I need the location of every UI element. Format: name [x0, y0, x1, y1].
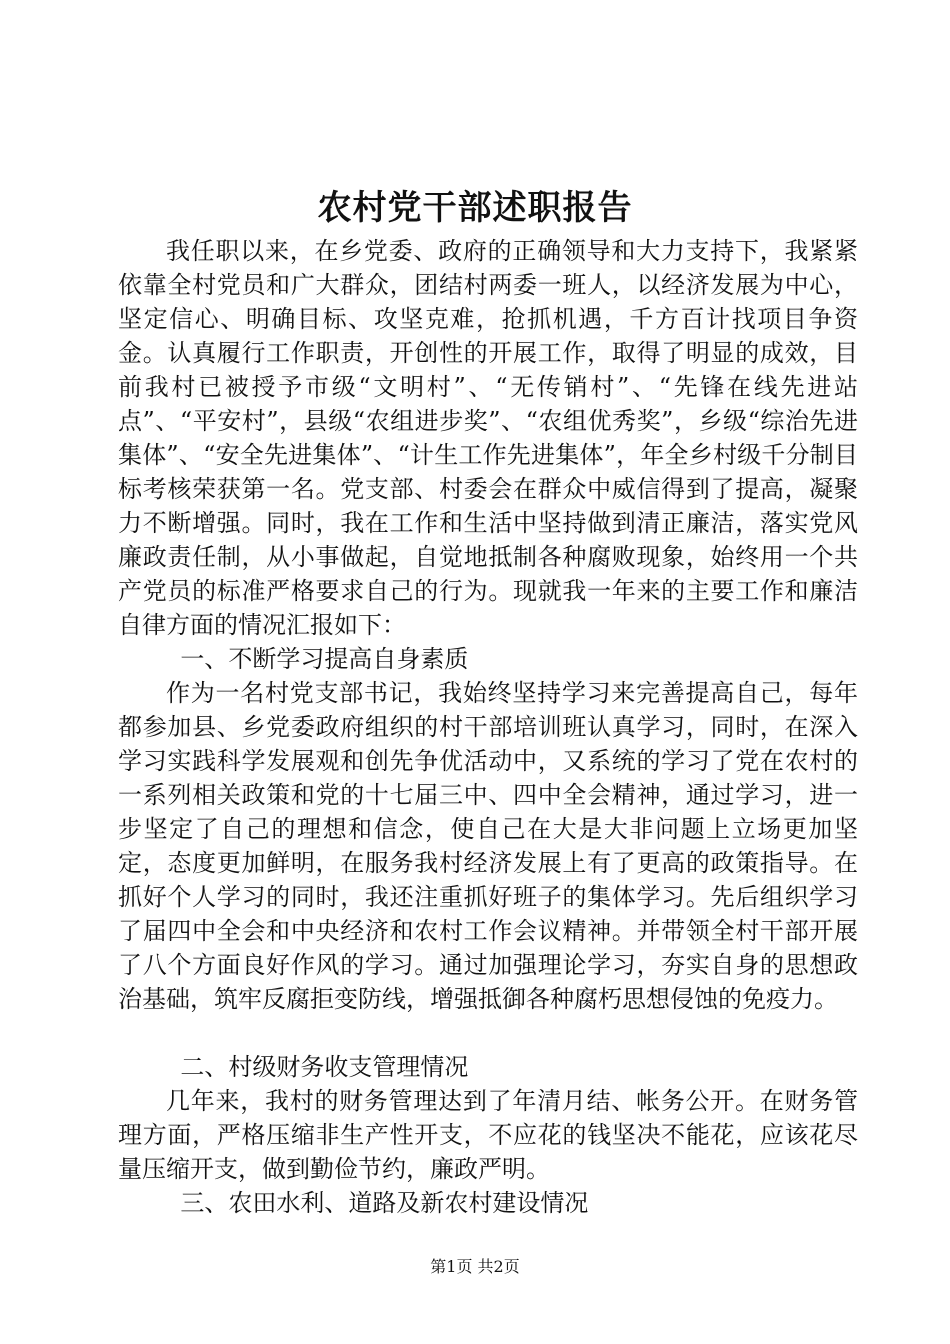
paragraph-study: 作为一名村党支部书记，我始终坚持学习来完善提高自己，每年都参加县、乡党委政府组织的村干部培训班认真学习，同时，在深入学习实践科学发展观和创先争优活动中，又系统的学习了党在农村的一系列相关政策和党的十七届三中、四中全会精神，通过学习，进一步坚定了自己的理想和信念，使自己在大是大非问题上立场更加坚定，态度更加鲜明，在服务我村经济发展上有了更高的政策指导。在抓好个人学习的同时，我还注重抓好班子的集体学习。先后组织学习了届四中全会和中央经济和农村工作会议精神。并带领全村干部开展了八个方面良好作风的学习。通过加强理论学习，夯实自身的思想政治基础，筑牢反腐拒变防线，增强抵御各种腐朽思想侵蚀的免疫力。	[118, 679, 858, 1013]
page-footer: 第1页 共2页	[430, 1257, 520, 1276]
section-heading-study: 一、不断学习提高自身素质	[180, 645, 469, 673]
document-body	[118, 234, 858, 1220]
blank-line	[118, 1016, 858, 1050]
paragraph-intro: 我任职以来，在乡党委、政府的正确领导和大力支持下，我紧紧依靠全村党员和广大群众，团结村两委一班人，以经济发展为中心，坚定信心、明确目标、攻坚克难，抢抓机遇，千方百计找项目争资金。认真履行工作职责，开创性的开展工作，取得了明显的成效，目前我村已被授予市级“文明村”、“无传销村”、“先锋在线先进站点”、“平安村”，县级“农组进步奖”、“农组优秀奖”，乡级“综治先进集体”、“安全先进集体”、“计生工作先进集体”，年全乡村级千分制目标考核荣获第一名。党支部、村委会在群众中威信得到了提高，凝聚力不断增强。同时，我在工作和生活中坚持做到清正廉洁，落实党风廉政责任制，从小事做起，自觉地抵制各种腐败现象，始终用一个共产党员的标准严格要求自己的行为。现就我一年来的主要工作和廉洁自律方面的情况汇报如下：	[118, 237, 858, 639]
section-heading-infrastructure: 三、农田水利、道路及新农村建设情况	[180, 1189, 589, 1217]
section-heading-finance: 二、村级财务收支管理情况	[180, 1053, 469, 1081]
paragraph-finance: 几年来，我村的财务管理达到了年清月结、帐务公开。在财务管理方面，严格压缩非生产性开支，不应花的钱坚决不能花，应该花尽量压缩开支，做到勤俭节约，廉政严明。	[118, 1087, 858, 1183]
document-title: 农村党干部述职报告	[317, 188, 633, 228]
